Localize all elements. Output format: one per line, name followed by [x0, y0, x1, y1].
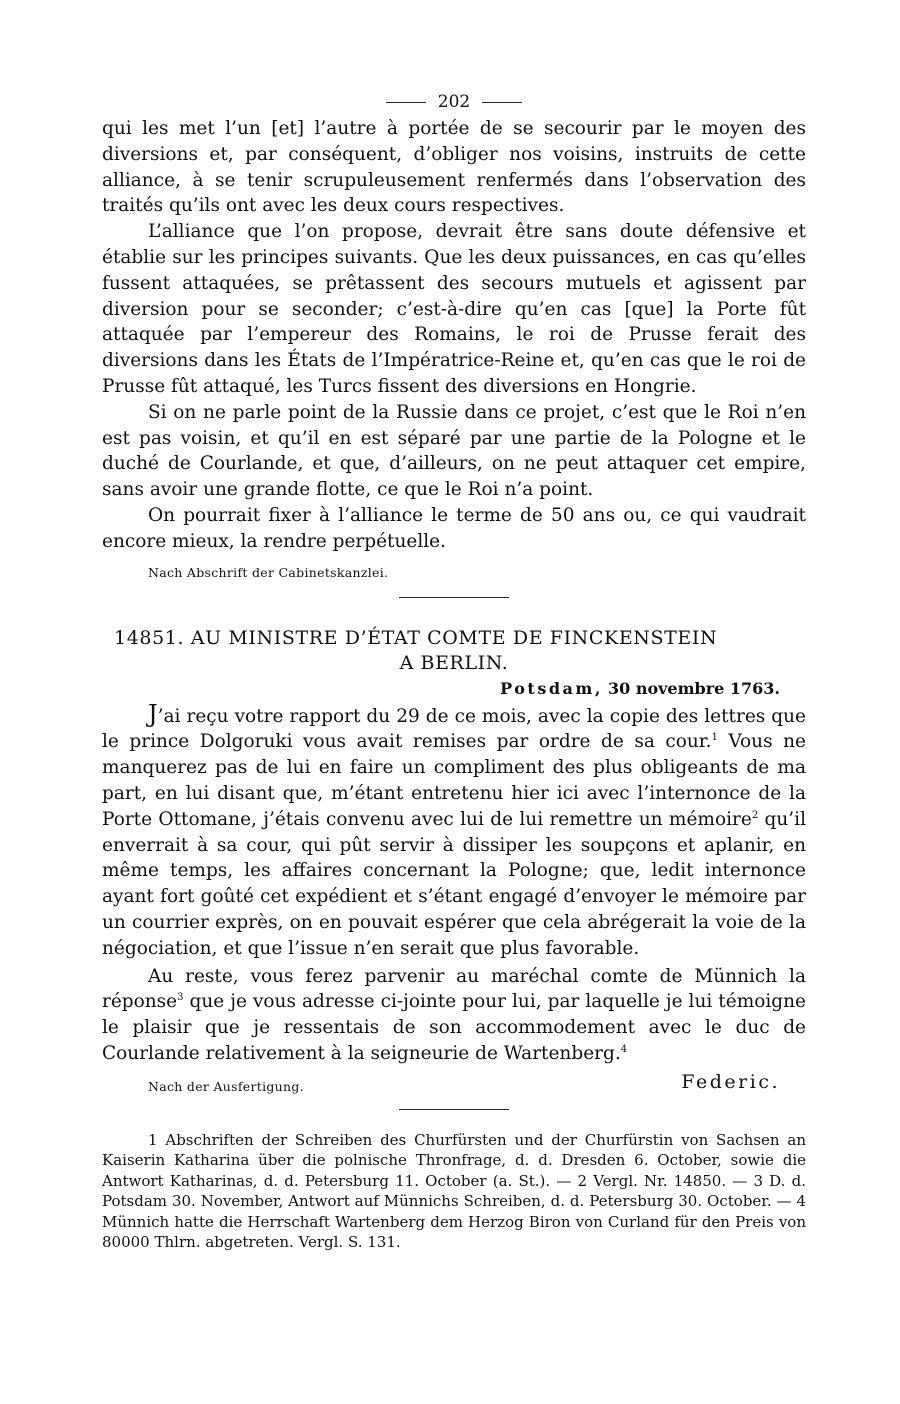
letter-p2-part-a: Au reste, vous ferez parvenir au maréchal comte de Münnich la réponse — [102, 965, 806, 1013]
letter-p1-part-a: ’ai reçu votre rapport du 29 de ce mois, avec la copie des lettres que le prince Dolgoruki vous avait remises par ordre de sa cour. — [102, 705, 806, 753]
section-divider — [399, 597, 509, 598]
dateline-place: Potsdam, — [500, 678, 603, 698]
signature: Federic. — [681, 1070, 780, 1093]
letter-heading — [102, 626, 806, 676]
page-number: 202 — [437, 92, 471, 112]
footnote-divider — [399, 1109, 509, 1110]
paragraph-russia: Si on ne parle point de la Russie dans ce projet, c’est que le Roi n’en est pas voisin, et qu’il en est séparé par une partie de la Pologne et le duché de Courlande, et que, d’ailleurs, on ne peut attaquer cet empire, sans avoir une grande flotte, ce que le Roi n’a point. — [102, 401, 806, 501]
letter-title-line2: A BERLIN. — [399, 651, 509, 674]
footnote-text: 1 Abschriften der Schreiben des Churfürsten und der Churfürstin von Sachsen an Kaiserin Katharina über die polnische Thronfrage, d. d. Dresden 6. October, sowie die Antwort Katharinas, d. d. Petersburg 11. October (a. St.). — 2 Vergl. Nr. 14850. — 3 D. d. Potsdam 30. November, Antwort auf Münnichs Schreiben, d. d. Petersburg 30. October. — 4 Münnich hatte die Herrschaft Wartenberg dem Herzog Biron von Curland für den Preis von 80000 Thlrn. abgetreten. Vergl. S. 131. — [102, 1130, 806, 1252]
signature-row — [102, 1071, 806, 1101]
dateline-date: 30 novembre 1763. — [607, 678, 780, 698]
letter-source-note: Nach der Ausfertigung. — [148, 1078, 304, 1094]
paragraph-alliance: L’alliance que l’on propose, devrait être sans doute défensive et établie sur les principes suivants. Que les deux puissances, en cas qu’elles fussent attaquées, se prêtassent des secours mutuels et agissent par diversion pour se seconder; c’est-à-dire qu’en cas [que] la Porte fût attaquée par l’empereur des Romains, le roi de Prusse ferait des diversions dans les États de l’Impératrice-Reine et, qu’en cas que le roi de Prusse fût attaqué, les Turcs fissent des diversions en Hongrie. — [102, 221, 806, 397]
footnote-marker-4: 4 — [620, 1043, 628, 1055]
footnote-marker-3: 3 — [177, 992, 184, 1004]
letter-title-line1: AU MINISTRE D’ÉTAT COMTE DE FINCKENSTEIN — [190, 626, 718, 649]
header-dash-right — [482, 102, 522, 103]
letter-paragraph-1 — [102, 699, 807, 962]
letter-number: 14851. — [114, 626, 185, 649]
letter-p1-part-c: qu’il enverrait à sa cour, qui pût servir à dissiper les soupçons et aplanir, en même temps, les affaires concernant la Pologne; que, ledit internonce ayant fort goûté cet expédient et s’étant engagé d’envoyer le mémoire par un courrier exprès, on en pouvait espérer que cela abrégerait la voie de la négociation, et que l’issue n’en serait que plus favorable. — [102, 808, 807, 959]
initial-letter: J — [148, 699, 158, 728]
page-header — [102, 88, 806, 116]
paragraph-term: On pourrait fixer à l’alliance le terme de 50 ans ou, ce qui vaudrait encore mieux, la rendre perpétuelle. — [102, 504, 806, 552]
letter-paragraph-2 — [102, 964, 806, 1067]
footnote-marker-1: 1 — [711, 732, 718, 744]
paragraph-continued: qui les met l’un [et] l’autre à portée de se secourir par le moyen des diversions et, par conséquent, d’obliger nos voisins, instruits de cette alliance, à se tenir scrupuleusement renfermés dans l’observation des traités qu’ils ont avec les deux cours respectives. — [102, 118, 806, 217]
dateline — [102, 678, 806, 700]
letter-p1-part-b: Vous ne manquerez pas de lui en faire un compliment des plus obligeants de ma part, en lui disant que, m’étant entretenu hier ici avec l’internonce de la Porte Ottomane, j’étais convenu avec lui de lui remettre un mémoire — [102, 731, 806, 830]
footnotes — [102, 1130, 806, 1253]
footnote-marker-2: 2 — [751, 809, 759, 821]
letter-p2-part-b: que je vous adresse ci-jointe pour lui, par laquelle je lui témoigne le plaisir que je ressentais de son accommodement avec le duc de Courlande relativement à la seigneurie de Wartenberg. — [102, 991, 806, 1064]
header-dash-left — [386, 102, 426, 103]
document-page — [102, 88, 806, 1253]
source-note: Nach Abschrift der Cabinetskanzlei. — [148, 564, 389, 580]
